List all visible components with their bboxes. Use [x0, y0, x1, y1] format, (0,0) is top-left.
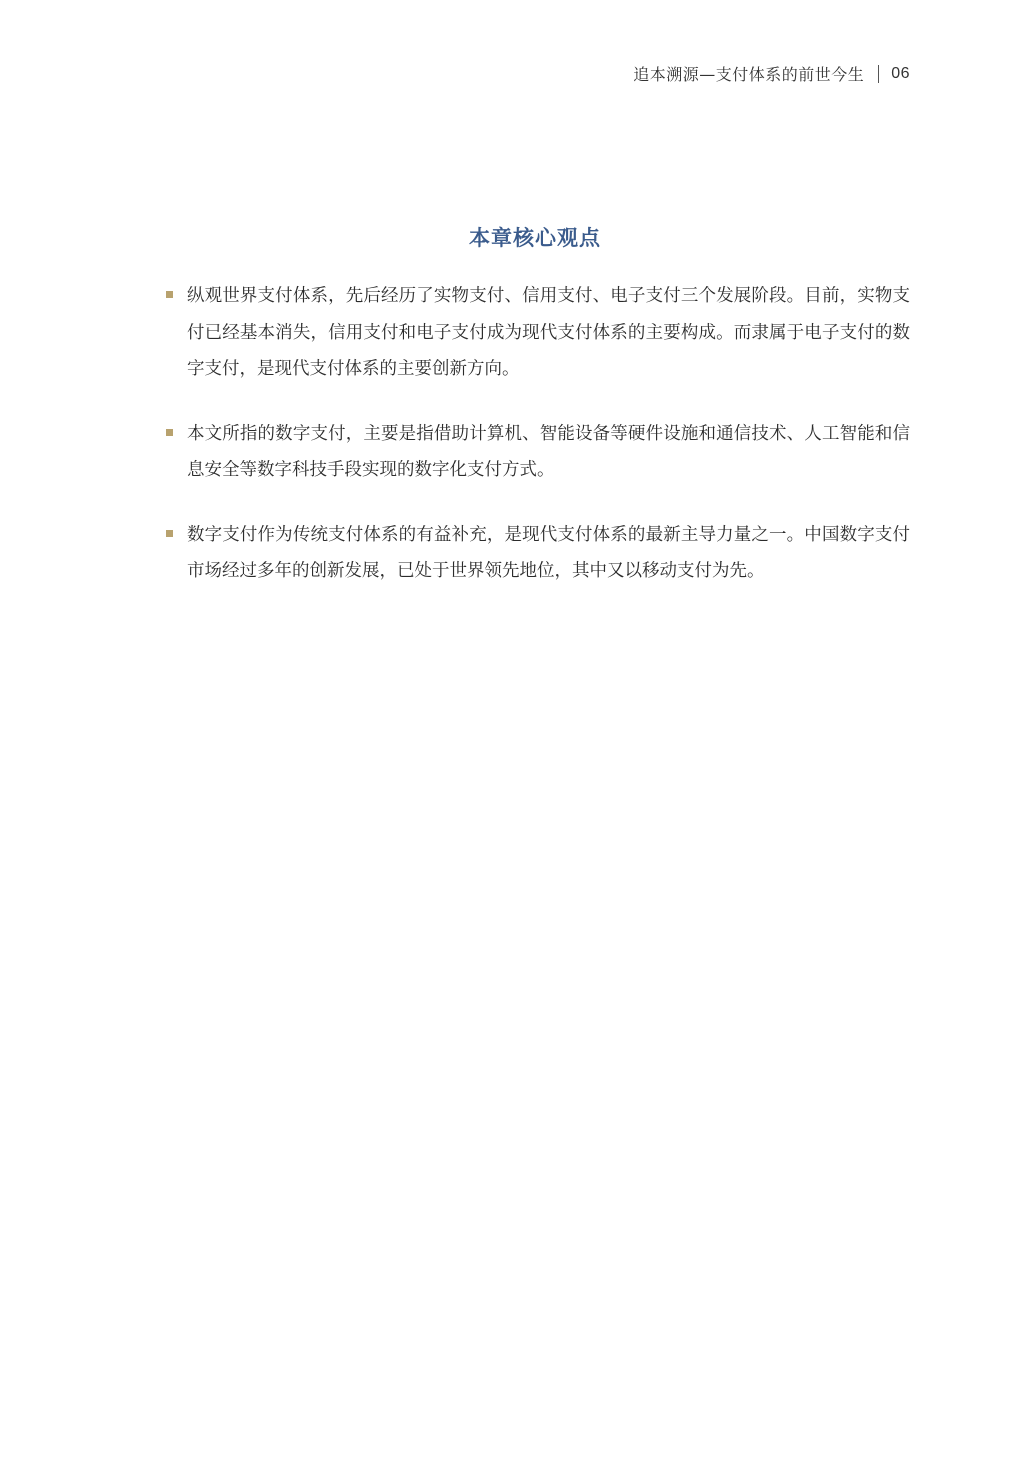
running-title: 追本溯源—支付体系的前世今生	[633, 65, 865, 84]
key-point	[160, 278, 910, 388]
key-point	[160, 416, 910, 489]
key-point-text: 纵观世界支付体系，先后经历了实物支付、信用支付、电子支付三个发展阶段。目前，实物支付已经基本消失，信用支付和电子支付成为现代支付体系的主要构成。而隶属于电子支付的数字支付，是现代支付体系的主要创新方向。	[187, 286, 910, 379]
key-point	[160, 517, 910, 590]
key-point-text: 数字支付作为传统支付体系的有益补充，是现代支付体系的最新主导力量之一。中国数字支付市场经过多年的创新发展，已处于世界领先地位，其中又以移动支付为先。	[187, 524, 910, 581]
square-bullet-icon	[166, 291, 173, 298]
key-points-list	[160, 278, 910, 618]
page-number: 06	[891, 64, 910, 82]
header-divider	[878, 65, 879, 83]
key-point-text: 本文所指的数字支付，主要是指借助计算机、智能设备等硬件设施和通信技术、人工智能和信息安全等数字科技手段实现的数字化支付方式。	[187, 423, 910, 480]
square-bullet-icon	[166, 530, 173, 537]
section-title: 本章核心观点	[469, 226, 601, 250]
square-bullet-icon	[166, 429, 173, 436]
running-header	[633, 62, 910, 85]
